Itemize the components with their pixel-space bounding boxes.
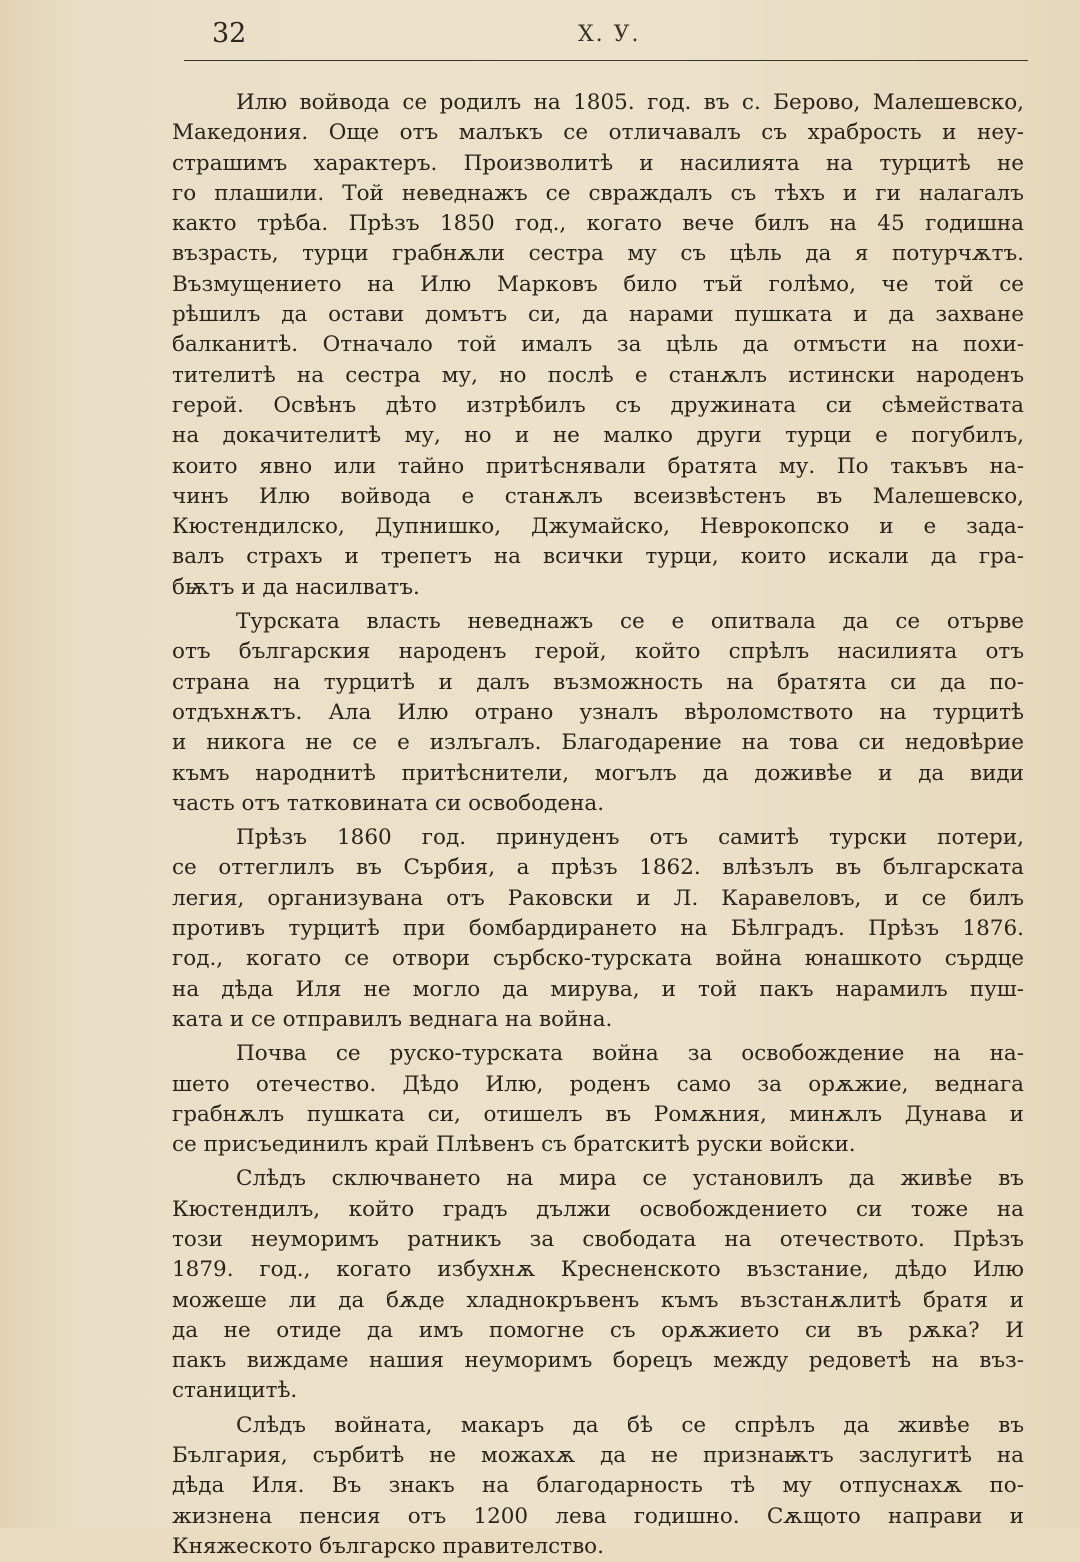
text-line: 1879. год., когато избухнѫ Кресненското възстание, дѣдо Илю bbox=[172, 1257, 1024, 1283]
text-line: отдъхнѫтъ. Ала Илю отрано узналъ вѣроломството на турцитѣ bbox=[172, 699, 1024, 725]
text-line: страшимъ характеръ. Произволитѣ и насилията на турцитѣ не bbox=[172, 150, 1024, 176]
text-line: Македония. Още отъ малъкъ се отличавалъ съ храбрость и неу- bbox=[172, 120, 1024, 146]
text-line: които явно или тайно притѣснявали братята му. По такъвъ на- bbox=[172, 453, 1024, 479]
text-line: този неуморимъ ратникъ за свободата на отечеството. Прѣзъ bbox=[172, 1226, 1024, 1252]
text-line: възрасть, турци грабнѫли сестра му съ цѣль да я потурчѫтъ. bbox=[172, 241, 1024, 267]
paragraph bbox=[172, 823, 1024, 1035]
text-line: Възмущението на Илю Марковъ било тъй голѣмо, че той се bbox=[172, 271, 1024, 297]
text-line: чинъ Илю войвода е станѫлъ всеизвѣстенъ въ Малешевско, bbox=[172, 483, 1024, 509]
paragraph bbox=[172, 607, 1024, 819]
text-line: тителитѣ на сестра му, но послѣ е станѫлъ истински народенъ bbox=[172, 362, 1024, 388]
text-line: станицитѣ. bbox=[172, 1378, 298, 1404]
text-line: на дѣда Иля не могло да мирува, и той пакъ нарамилъ пуш- bbox=[172, 976, 1024, 1002]
text-line: валъ страхъ и трепетъ на всички турци, които искали да гра- bbox=[172, 544, 1024, 570]
text-line: Прѣзъ 1860 год. принуденъ отъ самитѣ турски потери, bbox=[236, 825, 1024, 851]
text-line: противъ турцитѣ при бомбардирането на Бѣлградъ. Прѣзъ 1876. bbox=[172, 916, 1024, 942]
text-line: Илю войвода се родилъ на 1805. год. въ с. Берово, Малешевско, bbox=[236, 90, 1024, 115]
text-line: страна на турцитѣ и далъ възможность на братята си да по- bbox=[172, 669, 1024, 695]
paragraph bbox=[172, 1039, 1024, 1160]
text-line: България, сърбитѣ не можахѫ да не признаѭтъ заслугитѣ на bbox=[172, 1443, 1024, 1469]
text-line: жизнена пенсия отъ 1200 лева годишно. Сѫщото направи и bbox=[172, 1503, 1024, 1529]
text-line: можеше ли да бѫде хладнокръвенъ къмъ възстанѫлитѣ братя и bbox=[172, 1287, 1024, 1313]
text-line: се присъединилъ край Плѣвенъ съ братскитѣ руски войски. bbox=[172, 1132, 856, 1158]
text-line: пакъ виждаме нашия неуморимъ борецъ между редоветѣ на въз- bbox=[172, 1348, 1024, 1374]
text-line: шето отечество. Дѣдо Илю, роденъ само за орѫжие, веднага bbox=[172, 1071, 1024, 1097]
text-line: Слѣдъ войната, макаръ да бѣ се спрѣлъ да живѣе въ bbox=[236, 1412, 1024, 1438]
text-line: дѣда Иля. Въ знакъ на благодарность тѣ му отпуснахѫ по- bbox=[172, 1473, 1024, 1499]
text-line: герой. Освѣнъ дѣто изтрѣбилъ съ дружината си сѣмействата bbox=[172, 392, 1024, 418]
text-line: рѣшилъ да остави домътъ си, да нарами пушката и да захване bbox=[172, 302, 1024, 328]
page-number: 32 bbox=[212, 18, 247, 49]
text-line: часть отъ татковината си освободена. bbox=[172, 790, 605, 816]
text-line: бѭтъ и да насилватъ. bbox=[172, 574, 420, 600]
text-line: легия, организувана отъ Раковски и Л. Каравеловъ, и се билъ bbox=[172, 885, 1024, 911]
text-line: Княжеското българско правителство. bbox=[172, 1533, 604, 1559]
text-line: го плашили. Той неведнажъ се свраждалъ съ тѣхъ и ги налагалъ bbox=[172, 180, 1024, 206]
text-line: и никога не се е излъгалъ. Благодарение на това си недовѣрие bbox=[172, 730, 1024, 756]
text-line: както трѣба. Прѣзъ 1850 год., когато вече билъ на 45 годишна bbox=[172, 211, 1024, 237]
text-line: Слѣдъ сключването на мира се установилъ да живѣе въ bbox=[236, 1166, 1024, 1192]
text-line: год., когато се отвори сърбско-турската война юнашкото сърдце bbox=[172, 946, 1024, 972]
text-line: Почва се руско-турската война за освобождение на на- bbox=[236, 1041, 1024, 1067]
paragraph bbox=[172, 1164, 1024, 1406]
text-line: Кюстендилъ, който градъ дължи освобождението си тоже на bbox=[172, 1196, 1024, 1222]
running-head: Х. У. bbox=[578, 22, 641, 47]
text-line: балканитѣ. Отначало той ималъ за цѣль да отмъсти на похи- bbox=[172, 332, 1024, 358]
text-line: Турската власть неведнажъ се е опитвала да се отърве bbox=[236, 609, 1024, 635]
text-line: къмъ народнитѣ притѣснители, могълъ да доживѣе и да види bbox=[172, 760, 1024, 786]
text-line: се оттеглилъ въ Сърбия, а прѣзъ 1862. влѣзълъ въ българската bbox=[172, 855, 1024, 881]
text-line: грабнѫлъ пушката си, отишелъ въ Ромѫния, минѫлъ Дунава и bbox=[172, 1101, 1024, 1127]
text-line: на докачителитѣ му, но и не малко други турци е погубилъ, bbox=[172, 423, 1024, 449]
text-line: да не отиде да имъ помогне съ орѫжието си въ рѫка? И bbox=[172, 1317, 1024, 1343]
body-text bbox=[172, 88, 1024, 1562]
header-rule bbox=[184, 60, 1028, 61]
text-line: отъ българския народенъ герой, който спрѣлъ насилията отъ bbox=[172, 639, 1024, 665]
paragraph bbox=[172, 88, 1024, 603]
paragraph bbox=[172, 1411, 1024, 1562]
text-line: ката и се отправилъ веднага на война. bbox=[172, 1006, 613, 1032]
page-header bbox=[180, 14, 1030, 58]
text-line: Кюстендилско, Дупнишко, Джумайско, Неврокопско и е зада- bbox=[172, 514, 1024, 540]
